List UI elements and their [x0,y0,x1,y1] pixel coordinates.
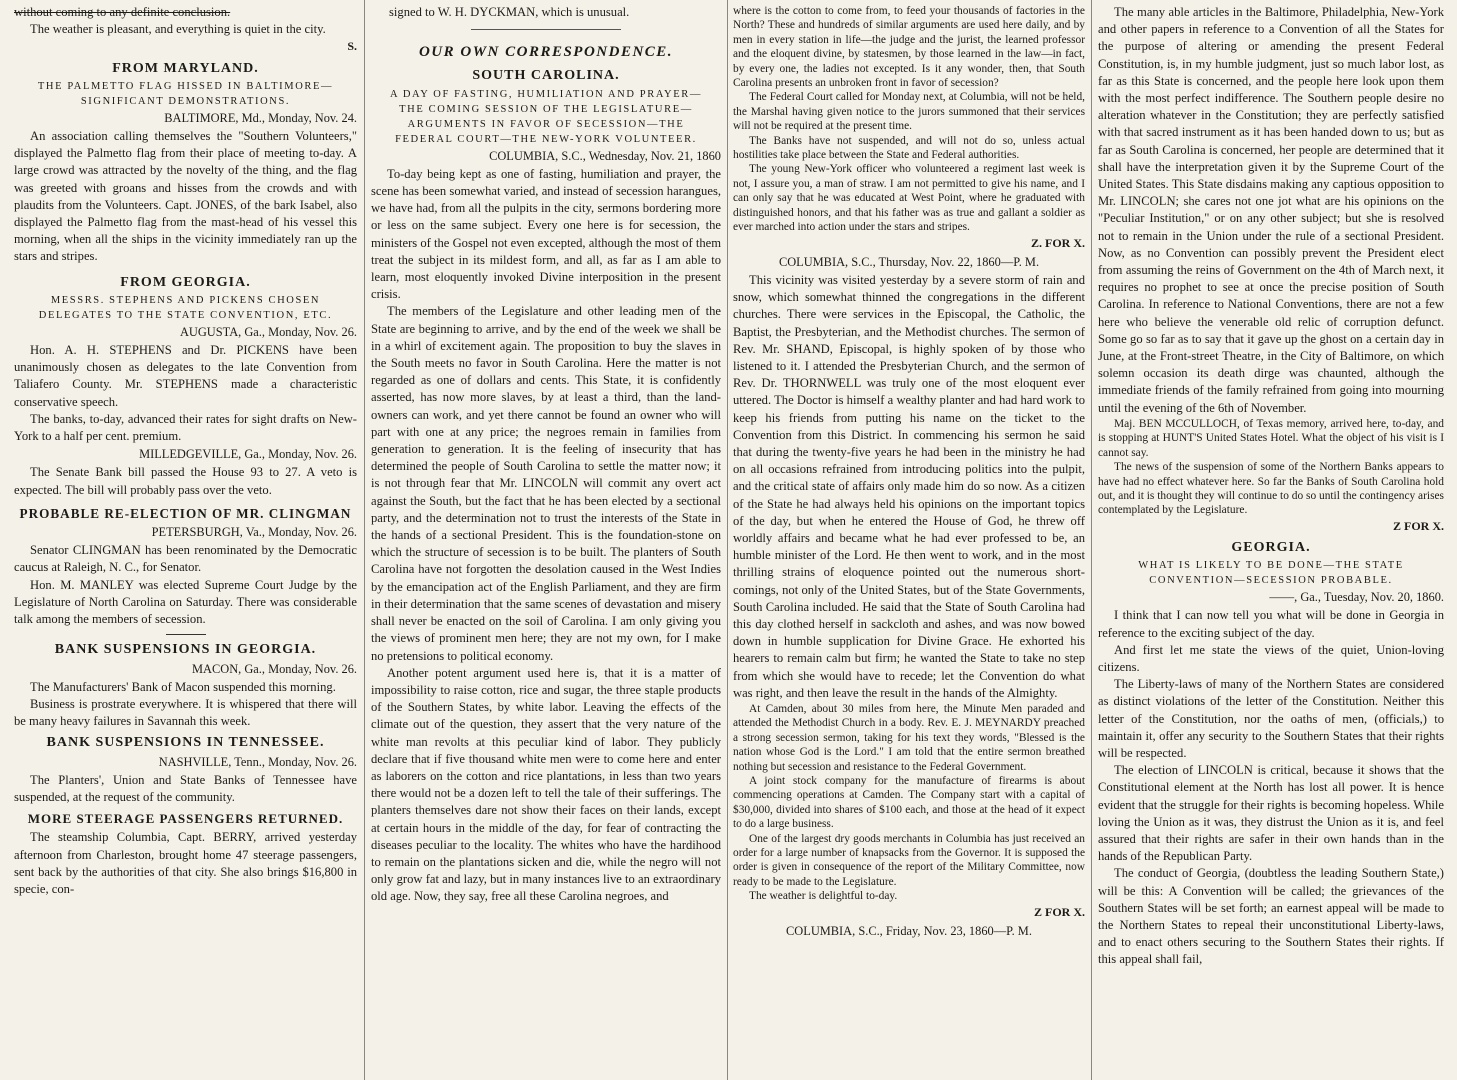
dateline: BALTIMORE, Md., Monday, Nov. 24. [164,110,357,125]
article-body: A joint stock company for the manufacture of firearms is about commencing operations at Camden. The Company start with a capital of $30,000, divided into shares of $100 each, and those at the head of it expect to do a large business. [733,775,1085,831]
article-body: The weather is delightful to-day. [749,890,898,903]
column-4 [1098,4,1444,1076]
article-body: To-day being kept as one of fasting, humiliation and prayer, the scene has been somewhat varied, and instead of secession harangues, we have had, from all the pulpits in the city, sermons bordering more or less on the same subject. Every one here is for secession, the ministers of the Gospel not even excepted, although the most of them treat the subject in its mildest form, and all, as far as I am able to learn, most eloquently invoked Divine interposition in the present crisis. [371,166,721,302]
dateline: PETERSBURGH, Va., Monday, Nov. 26. [151,525,357,540]
divider [471,29,621,30]
headline-maryland: FROM MARYLAND. [112,60,259,76]
article-body: The conduct of Georgia, (doubtless the leading Southern State,) will be this: A Convention will be called; the grievances of the Southern States will be set forth; an earnest appeal will be made to the Northern States to repeal their unconstitutional Liberty-laws, and to enact others securing to the Southern States their rights. If this appeal shall fail, [1098,866,1444,967]
article-body: At Camden, about 30 miles from here, the Minute Men paraded and attended the Methodist Church in a body. Rev. E. J. MEYNARDY preached a strong secession sermon, taking for his text they words, "Blessed is the nation whose God is the Lord." I am told that the entire sermon breathed nothing but secession and resistance to the Federal Government. [733,702,1085,773]
article-body: The banks, to-day, advanced their rates for sight drafts on New-York to a half per cent. premium. [14,411,357,444]
signature: S. [347,39,357,54]
article-body: I think that I can now tell you what will be done in Georgia in reference to the exciting subject of the day. [1098,608,1444,640]
article-body: The young New-York officer who volunteered a regiment last week is not, I assure you, a man of straw. I am not permitted to give his name, and I can only say that he was educated at West Point, where he graduated with distinguished honors, and that his father was as true and gallant a soldier as ever marched into action under the stars and stripes. [733,163,1085,234]
subhead-maryland: THE PALMETTO FLAG HISSED IN BALTIMORE—SIGNIFICANT DEMONSTRATIONS. [37,80,334,107]
column-rule [727,0,728,1080]
headline-georgia: FROM GEORGIA. [120,274,251,290]
article-body: The Federal Court called for Monday next, at Columbia, will not be held, the Marshal having given notice to the jurors summoned that their services will not be required at the present time. [733,91,1085,133]
column-2 [371,4,721,1076]
article-body: The many able articles in the Baltimore, Philadelphia, New-York and other papers in reference to a Convention of all the States for the purpose of altering or amending the present Federal Constitution, is, in my humble judgment, just so much labor lost, as far as this State is concerned, and the people here look upon them with the most perfect indifference. The Southern people desire no alteration whatever in the Constitution; they are perfectly satisfied with that sacred instrument as it has been handed down to us; but as far as South Carolina is concerned, her people are determined that it shall have the interpretation given it by the Supreme Court of the United States. This State disdains making any captious opposition to Mr. LINCOLN; she cares not one jot what are his opinions on the "Peculiar Institution," or on any other subject; but she is resolved not to remain in the Union under the rule of a sectional President. Now, as no Convention can possibly prevent the President elect from assuming the reins of Government on the 4th of March next, it requires no prophet to see at once the precise position of South Carolina. In reference to National Conventions, there are not a few here who believe the venerable old relic of corruption defunct. Some go so far as to say that it gave up the ghost on a certain day in June, at the Front-street Theatre, in the City of Baltimore, on which solemn occasion its death dirge was chaunted, although the immediate friends of the family refrained from going into mourning until the evening of the 6th of November. [1098,5,1444,415]
weather-text: The weather is pleasant, and everything is quiet in the city. [30,22,326,37]
headline-south-carolina: SOUTH CAROLINA. [472,68,620,84]
article-body: And first let me state the views of the quiet, Union-loving citizens. [1098,642,1444,674]
article-body: Business is prostrate everywhere. It is whispered that there will be many heavy failures in Savannah this week. [14,696,357,729]
article-body: Another potent argument used here is, that it is a matter of impossibility to raise cotton, rice and sugar, the three staple products of the Southern States, by white labor. Leaving the effects of the climate out of the question, they assert that the very nature of the white man revolts at this peculiar kind of labor. They publicly declare that if five thousand white men were to come here and enter as laborers on the cotton and rice plantations, in less than two years there would not be a dozen left to tell the tale of their sufferings. The planters themselves dare not show their faces on their lands, except at certain hours in the middle of the day, for fear of contracting the diseases peculiar to the locality. The whites who have the hardihood to remain on the plantations sicken and die, while the negro will not only grow fat and lazy, but in many instances live to an extraordinary old age. Now, they say, free all these Carolina negroes, and [371,665,721,904]
article-body: Maj. BEN MCCULLOCH, of Texas memory, arrived here, to-day, and is stopping at HUNT'S United States Hotel. What the object of his visit is I cannot say. [1098,417,1444,459]
dateline: COLUMBIA, S.C., Friday, Nov. 23, 1860—P. M. [786,923,1032,938]
article-body: The Planters', Union and State Banks of Tennessee have suspended, at the request of the community. [14,772,357,804]
top-line: signed to W. H. DYCKMAN, which is unusual. [389,5,630,19]
headline-bank-georgia: BANK SUSPENSIONS IN GEORGIA. [54,642,317,658]
signature: Z FOR X. [1393,518,1444,533]
column-rule [364,0,365,1080]
article-body: The members of the Legislature and other leading men of the State are beginning to arrive, and by the end of the week we shall be in a whirl of excitement again. The proposition to buy the slaves in the South meets no favor in South Carolina. Here the matter is not regarded as one of dollars and cents. This State, it is confidently asserted, has now more slaves, by at least a third, than the land-owners can work, and yet there cannot be found an owner who will part with one at any price; the negroes remain in families from generation to generation. It is the feeling of insecurity that has determined the people of South Carolina to settle the matter now; it is not through fear that Mr. LINCOLN will commit any overt act against the South, but the fact that he has been elected by a sectional party, and the determination not to trust the interests of the State in the hands of a sectional President. This is the foundation-stone on which the structure of secession is to be built. The planters of South Carolina have not forgotten the desolation caused in the West Indies by the emancipation act of the English Parliament, and they are firm in their determination that the same scenes of devastation and misery shall never be enacted on the soil of Carolina. I am only giving you the views of prominent men here; they are not my own, for I make no pretensions to political economy. [371,304,721,663]
section-headline: OUR OWN CORRESPONDENCE. [418,44,674,61]
article-body: The Banks have not suspended, and will not do so, unless actual hostilities take place between the State and Federal authorities. [733,134,1085,162]
dateline: COLUMBIA, S.C., Wednesday, Nov. 21, 1860 [489,148,721,163]
dateline: AUGUSTA, Ga., Monday, Nov. 26. [179,324,357,339]
dateline: MILLEDGEVILLE, Ga., Monday, Nov. 26. [139,447,357,462]
article-body: The Senate Bank bill passed the House 93 to 27. A veto is expected. The bill will probably pass over the veto. [14,465,357,497]
article-body: Hon. M. MANLEY was elected Supreme Court Judge by the Legislature of North Carolina on Saturday. There was considerable talk among the members of secession. [14,577,357,627]
article-body: The election of LINCOLN is critical, because it shows that the Constitutional element at the North has lost all power. It is hence evident that the struggle for their rights is becoming hopeless. While loving the Union as it was, they distrust the Union as it is, and feel assured that their rights are safer in their own hands than in the hands of the Republican Party. [1098,763,1444,864]
column-1 [14,4,357,1076]
article-body: An association calling themselves the "Southern Volunteers," displayed the Palmetto flag from their place of meeting to-day. A large crowd was attracted by the novelty of the thing, and the flag was greeted with groans and hisses from the crowds and with plaudits from the Volunteers. Capt. JONES, of the bark Isabel, also displayed the Palmetto flag from the mast-head of his vessel this morning, when all the ships in the vicinity immediately ran up the stars and stripes. [14,129,357,264]
article-body: The news of the suspension of some of the Northern Banks appears to have had no effect whatever here. So far the Banks of South Carolina hold out, and it is thought they will continue to do so until the contingency arises contemplated by the Legislature. [1098,461,1444,517]
article-body: The Liberty-laws of many of the Northern States are considered as distinct violations of the letter of the Constitution. Neither this letter of the Constitution, nor the oaths of men, (officials,) to maintain it, offer any security to the Southern States that their rights will be respected. [1098,677,1444,760]
dateline: COLUMBIA, S.C., Thursday, Nov. 22, 1860—P. M. [778,254,1040,269]
signature: Z FOR X. [1034,904,1085,919]
article-body: This vicinity was visited yesterday by a severe storm of rain and snow, which somewhat thinned the congregations in the different churches. There were services in the Episcopal, the Catholic, the Baptist, the Presbyterian, and the Methodist churches. The sermon of Rev. Mr. SHAND, Episcopal, is highly spoken of by those who listened to it. I attended the Presbyterian Church, and the sermon of Rev. Dr. THORNWELL was truly one of the most eloquent ever uttered. The Doctor is himself a wealthy planter and had hard work to keep his friends from putting his name on the ticket to the Convention from this District. In commencing his sermon he said that during the twenty-five years he had been in the ministry he had on all occasions refrained from introducing politics into the pulpit, and the critical state of affairs only made him do so now. As a citizen of the State he had always held his opinions on the important topics of the day, but when he entered the House of God, he threw off worldly affairs and became what he had ever professed to be, an humble minister of the Lord. He then went to work, and in the most thrilling strains of eloquence pointed out the numerous short-comings, not only of the United States, but of the State Governments, South Carolina included. He said that the State of South Carolina had this day clothed herself in sackcloth and ashes, and was now bowed down in humble supplication for Divine Grace. He exhorted his hearers to remain calm but firm; he wanted the State to take no step from which she would have to recede; let the Convention do what was right, and then leave the result in the hands of the Almighty. [733,272,1085,700]
divider [166,634,206,635]
headline-steerage: MORE STEERAGE PASSENGERS RETURNED. [27,811,344,827]
subhead-georgia: MESSRS. STEPHENS AND PICKENS CHOSEN DELEGATES TO THE STATE CONVENTION, ETC. [38,294,333,321]
article-body: where is the cotton to come from, to feed your thousands of factories in the North? These and hundreds of similar arguments are used here daily, and by men in every station in life—the judge and the jurist, the learned professor and the eloquent divine, by statesmen, by those learned in the law—in fact, by every one, the ladies not excepted. Is it any wonder, then, that South Carolina presents an unbroken front in favor of secession? [733,5,1085,90]
subhead-south-carolina: A DAY OF FASTING, HUMILIATION AND PRAYER—THE COMING SESSION OF THE LEGISLATURE—ARGUMENTS IN FAVOR OF SECESSION—THE FEDERAL COURT—THE NEW-YORK VOLUNTEER. [390,88,702,145]
top-line: without coming to any definite conclusion. [14,5,231,19]
dateline: MACON, Ga., Monday, Nov. 26. [192,661,357,676]
article-body: One of the largest dry goods merchants in Columbia has just received an order for a large number of knapsacks from the Governor. It is supposed the order is given in consequence of the report of the Military Committee, now ready to be made to the Legislature. [733,832,1085,888]
dateline: ——, Ga., Tuesday, Nov. 20, 1860. [1269,590,1444,605]
headline-georgia-2: GEORGIA. [1231,539,1311,555]
article-body: The steamship Columbia, Capt. BERRY, arrived yesterday afternoon from Charleston, brought home 47 steerage passengers, sent back by the authorities of that city. She also brings $16,800 in specie, con- [14,830,357,896]
headline-clingman: PROBABLE RE-ELECTION OF MR. CLINGMAN [19,505,352,521]
article-body: Hon. A. H. STEPHENS and Dr. PICKENS have been unanimously chosen as delegates to the late Convention from Taliafero County. Mr. STEPHENS made a characteristic conservative speech. [14,343,357,409]
article-body: The Manufacturers' Bank of Macon suspended this morning. [30,679,336,694]
column-3 [733,4,1085,1076]
headline-bank-tennessee: BANK SUSPENSIONS IN TENNESSEE. [46,735,325,751]
subhead-georgia-2: WHAT IS LIKELY TO BE DONE—THE STATE CONVENTION—SECESSION PROBABLE. [1138,560,1404,587]
signature: Z. FOR X. [1031,235,1085,250]
article-body: Senator CLINGMAN has been renominated by the Democratic caucus at Raleigh, N. C., for Senator. [14,543,357,575]
dateline: NASHVILLE, Tenn., Monday, Nov. 26. [158,754,357,769]
column-rule [1091,0,1092,1080]
